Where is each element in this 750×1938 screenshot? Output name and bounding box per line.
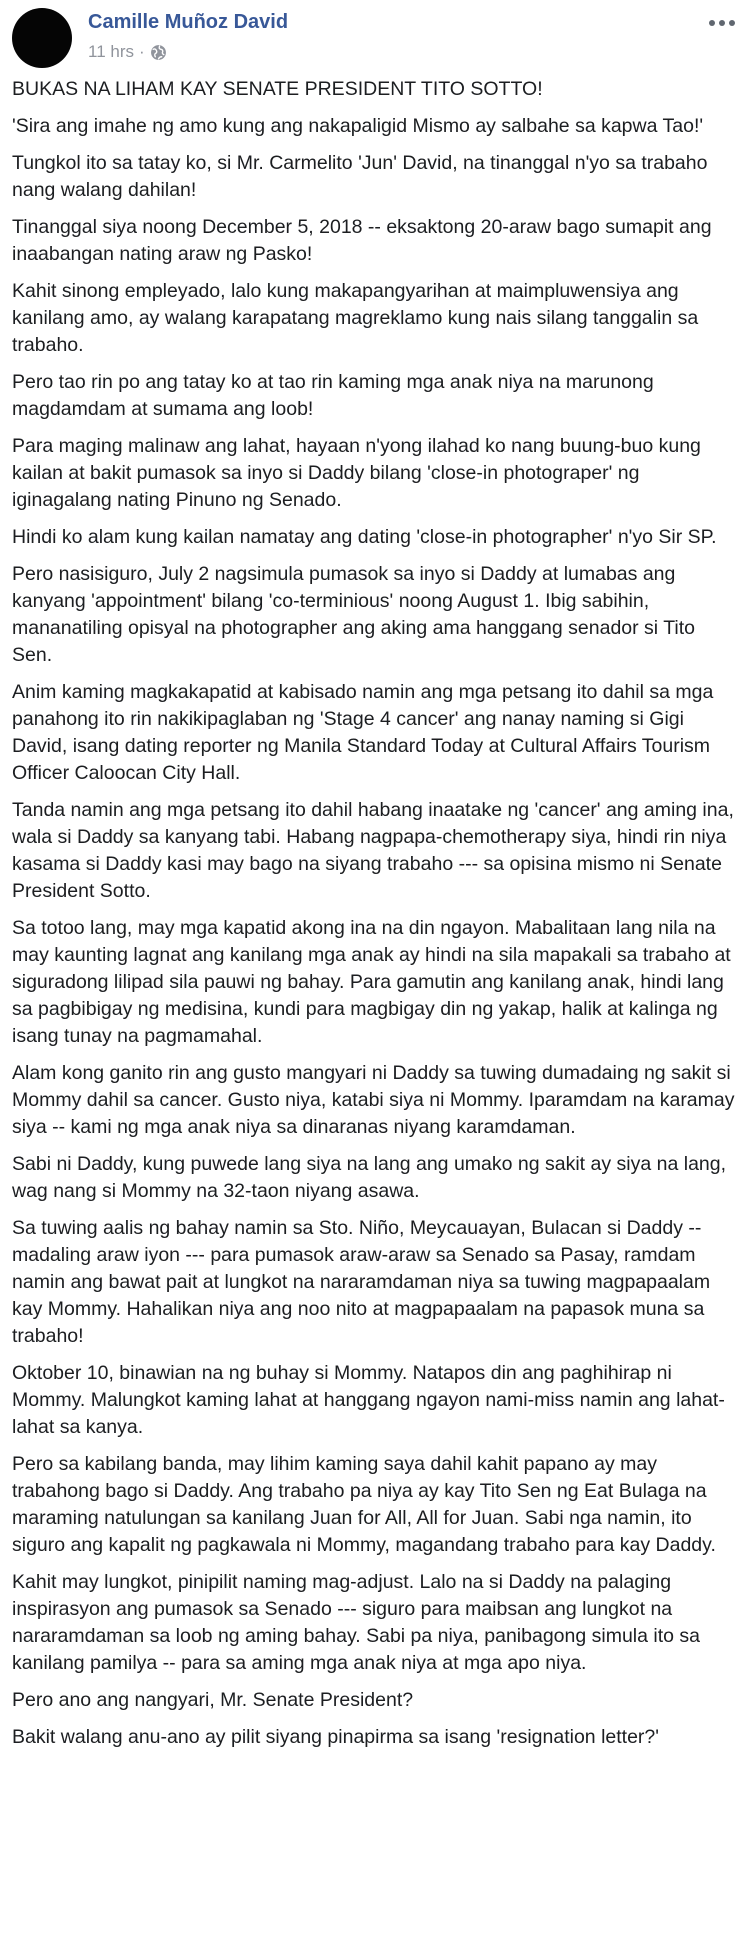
post-paragraph: Sabi ni Daddy, kung puwede lang siya na lang ang umako ng sakit ay siya na lang, wag nang si Mommy na 32-taon niyang asawa. xyxy=(12,1153,727,1202)
post-paragraph: Pero tao rin po ang tatay ko at tao rin kaming mga anak niya na marunong magdamdam at sumama ang loob! xyxy=(12,371,654,420)
post-paragraph: Hindi ko alam kung kailan namatay ang dating 'close-in photographer' n'yo Sir SP. xyxy=(12,526,717,548)
meta-separator: · xyxy=(139,42,145,61)
post-paragraph: Kahit may lungkot, pinipilit naming mag-adjust. Lalo na si Daddy na palaging inspirasyon ang pumasok sa Senado --- siguro para maibsan ang lungkot na nararamdaman sa loob ng aming bahay. Sabi pa niya, panibagong simula ito sa kanilang pamilya -- para sa aming mga anak niya at mga apo niya. xyxy=(12,1571,700,1674)
more-options-icon[interactable] xyxy=(706,12,738,34)
post-body xyxy=(12,76,738,1938)
post-header xyxy=(12,8,738,70)
post-paragraph: Tanda namin ang mga petsang ito dahil habang inaatake ng 'cancer' ang aming ina, wala si Daddy sa kanyang tabi. Habang nagpapa-chemotherapy siya, hindi rin niya kasama si Daddy kasi may bago na siyang trabaho --- sa opisina mismo ni Senate President Sotto. xyxy=(12,799,734,902)
post-paragraph: Kahit sinong empleyado, lalo kung makapangyarihan at maimpluwensiya ang kanilang amo, ay walang karapatang magreklamo kung nais silang tanggalin sa trabaho. xyxy=(12,280,699,356)
post-paragraph: Para maging malinaw ang lahat, hayaan n'yong ilahad ko nang buung-buo kung kailan at bakit pumasok sa inyo si Daddy bilang 'close-in photograper' ng iginagalang nating Pinuno ng Senado. xyxy=(12,435,701,511)
post-paragraph: Sa totoo lang, may mga kapatid akong ina na din ngayon. Mabalitaan lang nila na may kaunting lagnat ang kanilang mga anak ay hindi na sila mapakali sa trabaho at siguradong lilipad sila pauwi ng bahay. Para gamutin ang kanilang anak, hindi lang sa pagbibigay ng medisina, kundi para magbigay din ng yakap, halik at kalinga ng isang tunay na pagmamahal. xyxy=(12,917,731,1047)
post-timestamp[interactable]: 11 hrs xyxy=(88,42,134,61)
avatar[interactable] xyxy=(12,8,72,68)
post-paragraph: Bakit walang anu-ano ay pilit siyang pinapirma sa isang 'resignation letter?' xyxy=(12,1726,659,1748)
post-paragraph: Pero ano ang nangyari, Mr. Senate President? xyxy=(12,1689,414,1711)
post-paragraph: Tungkol ito sa tatay ko, si Mr. Carmelito 'Jun' David, na tinanggal n'yo sa trabaho nang walang dahilan! xyxy=(12,152,708,201)
post-paragraph: Anim kaming magkakapatid at kabisado namin ang mga petsang ito dahil sa mga panahong ito rin nakikipaglaban ng 'Stage 4 cancer' ang nanay naming si Gigi David, isang dating reporter ng Manila Standard Today at Cultural Affairs Tourism Officer Caloocan City Hall. xyxy=(12,681,714,784)
post-paragraph: Tinanggal siya noong December 5, 2018 -- eksaktong 20-araw bago sumapit ang inaabangan nating araw ng Pasko! xyxy=(12,216,712,265)
post-paragraph: Alam kong ganito rin ang gusto mangyari ni Daddy sa tuwing dumadaing ng sakit si Mommy dahil sa cancer. Gusto niya, katabi siya ni Mommy. Iparamdam na karamay siya -- kami ng mga anak niya sa dinaranas niyang karamdaman. xyxy=(12,1062,735,1138)
post-paragraph: 'Sira ang imahe ng amo kung ang nakapaligid Mismo ay salbahe sa kapwa Tao!' xyxy=(12,115,704,137)
author-name[interactable]: Camille Muñoz David xyxy=(88,11,289,33)
globe-icon[interactable] xyxy=(150,44,167,61)
post-paragraph: BUKAS NA LIHAM KAY SENATE PRESIDENT TITO SOTTO! xyxy=(12,78,543,100)
post-paragraph: Sa tuwing aalis ng bahay namin sa Sto. Niño, Meycauayan, Bulacan si Daddy -- madaling araw iyon --- para pumasok araw-araw sa Senado sa Pasay, ramdam namin ang bawat pait at lungkot na nararamdaman niya sa tuwing magpapaalam kay Mommy. Hahalikan niya ang noo nito at magpapaalam na papasok muna sa trabaho! xyxy=(12,1217,711,1347)
post-paragraph: Pero nasisiguro, July 2 nagsimula pumasok sa inyo si Daddy at lumabas ang kanyang 'appointment' bilang 'co-terminious' noong August 1. Ibig sabihin, mananatiling opisyal na photographer ang aking ama hanggang senador si Tito Sen. xyxy=(12,563,695,666)
post-paragraph: Oktober 10, binawian na ng buhay si Mommy. Natapos din ang paghihirap ni Mommy. Malungkot kaming lahat at hanggang ngayon nami-miss namin ang lahat-lahat sa kanya. xyxy=(12,1362,725,1438)
post-meta xyxy=(88,42,167,62)
post-paragraph: Pero sa kabilang banda, may lihim kaming saya dahil kahit papano ay may trabahong bago si Daddy. Ang trabaho pa niya ay kay Tito Sen ng Eat Bulaga na maraming natulungan sa kanilang Juan for All, All for Juan. Sabi nga namin, ito siguro ang kapalit ng pagkawala ni Mommy, magandang trabaho para kay Daddy. xyxy=(12,1453,716,1556)
